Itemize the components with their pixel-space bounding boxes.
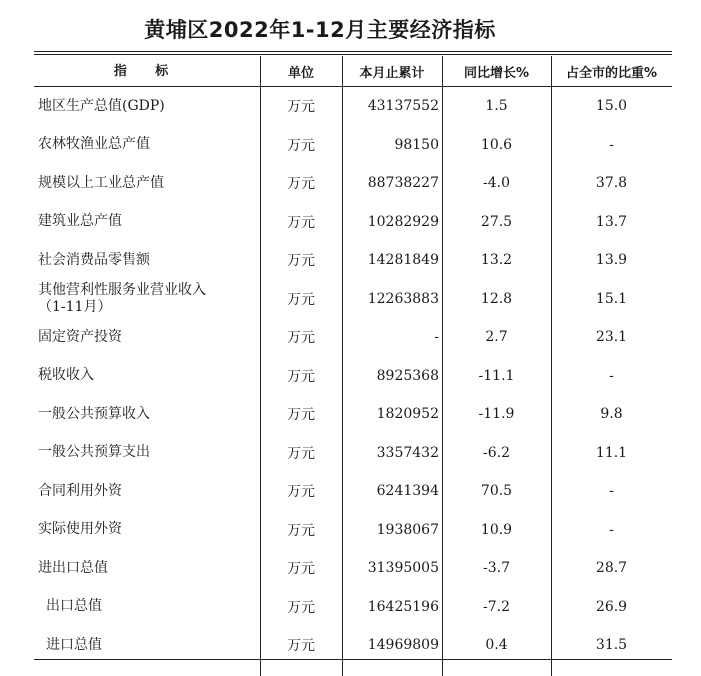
row-indicator-name [38, 549, 260, 588]
row-yoy: -4.0 [483, 175, 510, 192]
row-cumulative: 6241394 [376, 483, 439, 500]
row-share: 26.9 [595, 598, 628, 615]
row-indicator-name [38, 87, 260, 126]
row-cumulative: 43137552 [367, 98, 439, 115]
header-yoy: 同比增长% [463, 65, 530, 81]
row-share: 11.1 [595, 444, 628, 461]
indicator-label: 一般公共预算支出 [38, 444, 150, 461]
row-unit: 万元 [287, 291, 315, 308]
row-share: 15.1 [595, 290, 628, 307]
row-yoy: 70.5 [480, 483, 513, 500]
indicator-label: 一般公共预算收入 [38, 405, 150, 422]
indicators-table [34, 51, 672, 655]
indicator-label: 建筑业总产值 [38, 213, 122, 230]
row-cumulative: 8925368 [376, 367, 439, 384]
row-indicator-name [38, 395, 260, 434]
row-unit: 万元 [287, 522, 315, 539]
header-indicator: 指 标 [113, 63, 181, 79]
indicator-label: 社会消费品零售额 [38, 251, 150, 268]
row-cumulative: 12263883 [367, 290, 439, 307]
row-share: - [609, 483, 614, 500]
row-indicator-name [38, 280, 260, 319]
indicator-label: 实际使用外资 [38, 521, 122, 538]
page-title: 黄埔区2022年1-12月主要经济指标 [144, 18, 496, 42]
header-unit: 单位 [287, 65, 314, 81]
row-indicator-name [38, 434, 260, 473]
indicator-label: 合同利用外资 [38, 482, 122, 499]
row-yoy: 0.4 [485, 637, 508, 654]
table-row [34, 164, 672, 203]
table-row [34, 588, 672, 627]
indicator-label: 其他营利性服务业营业收入 [38, 281, 206, 298]
row-cumulative: 14281849 [367, 252, 439, 269]
table-row [34, 395, 672, 434]
indicator-label: 进口总值 [46, 636, 102, 653]
row-share: 9.8 [600, 406, 623, 423]
row-indicator-name [38, 511, 260, 550]
row-yoy: 10.6 [480, 136, 513, 153]
row-yoy: -3.7 [483, 560, 510, 577]
row-unit: 万元 [287, 484, 315, 501]
row-unit: 万元 [287, 176, 315, 193]
row-yoy: 1.5 [485, 98, 508, 115]
row-indicator-name [38, 588, 268, 627]
indicator-label: 固定资产投资 [38, 328, 122, 345]
row-share: - [609, 367, 614, 384]
table-row [34, 280, 672, 319]
row-cumulative: 1938067 [376, 521, 439, 538]
row-share: 13.7 [595, 213, 628, 230]
row-cumulative: 98150 [394, 136, 439, 153]
row-unit: 万元 [287, 214, 315, 231]
row-yoy: -11.9 [478, 406, 515, 423]
table-row [34, 87, 672, 126]
row-indicator-name [38, 164, 260, 203]
row-indicator-name [38, 357, 260, 396]
row-cumulative: 1820952 [376, 406, 439, 423]
row-indicator-name [38, 241, 260, 280]
row-unit: 万元 [287, 599, 315, 616]
table-row [34, 203, 672, 242]
row-yoy: 27.5 [480, 213, 513, 230]
indicator-label: 农林牧渔业总产值 [38, 136, 150, 153]
table-header [34, 56, 672, 87]
row-yoy: -7.2 [483, 598, 510, 615]
table-row [34, 549, 672, 588]
row-unit: 万元 [287, 445, 315, 462]
indicator-label: 地区生产总值(GDP) [38, 97, 165, 114]
row-share: - [609, 521, 614, 538]
row-unit: 万元 [287, 561, 315, 578]
row-share: 37.8 [595, 175, 628, 192]
row-yoy: 10.9 [480, 521, 513, 538]
header-cumulative: 本月止累计 [359, 65, 425, 81]
indicator-label: 税收收入 [38, 367, 94, 384]
table-bottom-rule [34, 659, 672, 660]
table-row [34, 511, 672, 550]
row-yoy: 12.8 [480, 290, 513, 307]
table-row [34, 472, 672, 511]
row-cumulative: - [434, 329, 439, 346]
row-indicator-name [38, 318, 260, 357]
row-indicator-name [38, 203, 260, 242]
indicator-label: 规模以上工业总产值 [38, 174, 164, 191]
row-share: 28.7 [595, 560, 628, 577]
row-yoy: 13.2 [480, 252, 513, 269]
header-share: 占全市的比重% [565, 65, 658, 81]
row-share: - [609, 136, 614, 153]
row-unit: 万元 [287, 99, 315, 116]
table-row [34, 126, 672, 165]
indicator-label: 进出口总值 [38, 559, 108, 576]
table-row [34, 357, 672, 396]
indicator-label-note: （1-11月） [38, 298, 112, 315]
row-indicator-name [38, 126, 260, 165]
row-yoy: -11.1 [478, 367, 515, 384]
row-yoy: -6.2 [483, 444, 510, 461]
row-unit: 万元 [287, 638, 315, 655]
row-share: 23.1 [595, 329, 628, 346]
row-cumulative: 88738227 [367, 175, 439, 192]
table-row [34, 434, 672, 473]
table-row [34, 241, 672, 280]
row-cumulative: 10282929 [367, 213, 439, 230]
row-cumulative: 3357432 [376, 444, 439, 461]
row-cumulative: 16425196 [367, 598, 439, 615]
indicator-label: 出口总值 [46, 598, 102, 615]
row-unit: 万元 [287, 407, 315, 424]
row-indicator-name [38, 472, 260, 511]
row-unit: 万元 [287, 137, 315, 154]
row-share: 15.0 [595, 98, 628, 115]
table-row [34, 318, 672, 357]
row-unit: 万元 [287, 368, 315, 385]
row-unit: 万元 [287, 330, 315, 347]
row-share: 13.9 [595, 252, 628, 269]
row-cumulative: 31395005 [367, 560, 439, 577]
row-unit: 万元 [287, 253, 315, 270]
row-yoy: 2.7 [485, 329, 508, 346]
row-cumulative: 14969809 [367, 637, 439, 654]
row-share: 31.5 [595, 637, 628, 654]
